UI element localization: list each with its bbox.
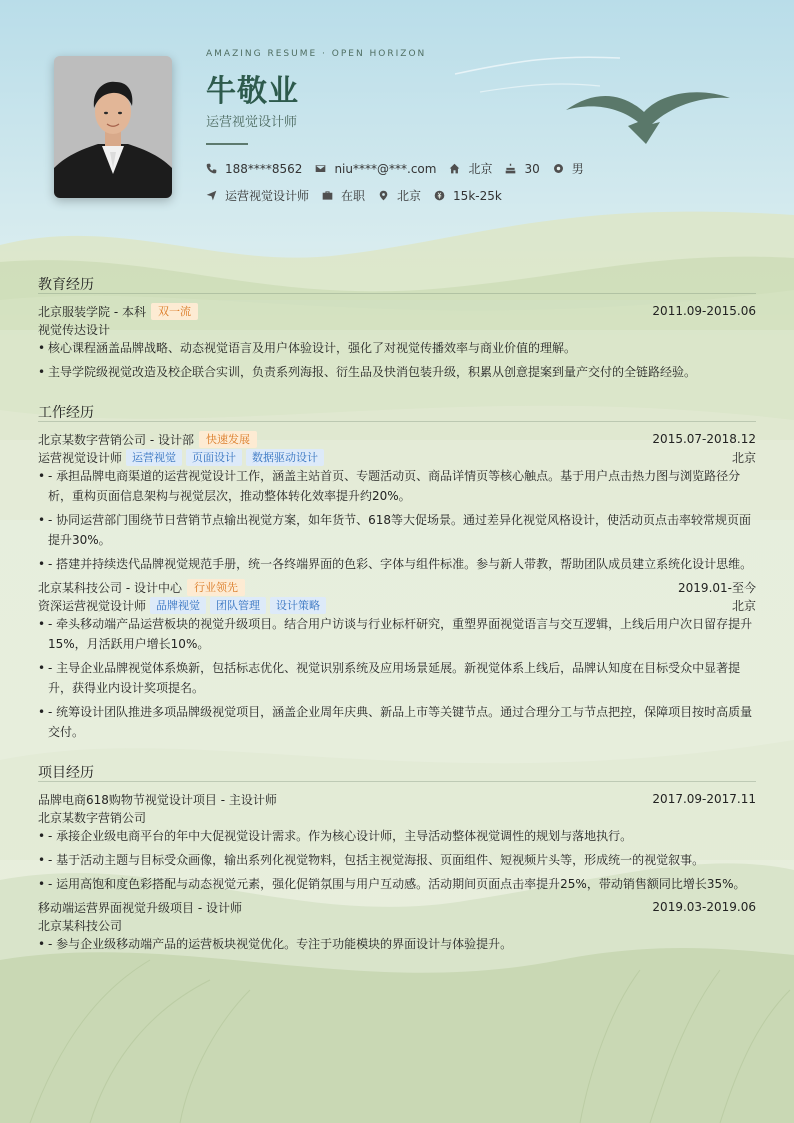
work-bullet: • - 搭建并持续迭代品牌视觉规范手册，统一各终端界面的色彩、字体与组件标准。参与新人带教，帮助团队成员建立系统化设计思维。 — [38, 554, 756, 574]
project-bullet: • - 承接企业级电商平台的年中大促视觉设计需求。作为核心设计师，主导活动整体视觉调性的规划与落地执行。 — [38, 826, 756, 846]
work-section-title: 工作经历 — [38, 405, 94, 421]
header-tagline: AMAZING RESUME · OPEN HORIZON — [206, 49, 427, 59]
education-date: 2011.09-2015.06 — [652, 304, 756, 318]
work-position-row — [38, 596, 756, 614]
cake-icon — [505, 163, 516, 174]
mail-icon — [315, 163, 326, 174]
gender-text: 男 — [571, 162, 584, 176]
position-name: 运营视觉设计师 — [38, 450, 123, 465]
project-name: 移动端运营界面视觉升级项目 - 设计师 — [38, 900, 242, 915]
education-bullet: • 主导学院级视觉改造及校企联合实训，负责系列海报、衍生品及快消包装升级，积累从创意提案到量产交付的全链路经验。 — [38, 362, 756, 382]
project-date: 2019.03-2019.06 — [652, 900, 756, 914]
education-major-row — [38, 320, 756, 338]
portrait-image — [54, 56, 172, 198]
status-text: 在职 — [341, 189, 366, 203]
education-entry-header — [38, 302, 756, 320]
skill-tag: 数据驱动设计 — [246, 449, 324, 466]
age-item — [505, 162, 539, 176]
project-company-row — [38, 808, 756, 826]
education-bullet: • 核心课程涵盖品牌战略、动态视觉语言及用户体验设计，强化了对视觉传播效率与商业价值的理解。 — [38, 338, 756, 358]
email-item — [315, 162, 436, 176]
work-bullet: • - 协同运营部门围绕节日营销节点输出视觉方案，如年货节、618等大促场景。通过差异化视觉风格设计，使活动页点击率较常规页面提升30%。 — [38, 510, 756, 550]
work-entry-header — [38, 430, 756, 448]
target-position-text: 运营视觉设计师 — [225, 189, 310, 203]
work-position-row — [38, 448, 756, 466]
project-entry-header — [38, 790, 756, 808]
target-position-item — [206, 187, 309, 204]
position-name: 资深运营视觉设计师 — [38, 598, 147, 613]
status-item — [322, 187, 365, 204]
hometown-text: 北京 — [468, 162, 493, 176]
email-text: niu****@***.com — [334, 161, 437, 176]
gender-item — [553, 160, 584, 177]
project-bullet: • - 参与企业级移动端产品的运营板块视觉优化。专注于功能模块的界面设计与体验提升。 — [38, 934, 756, 954]
header-divider — [206, 143, 248, 145]
company-name: 北京某数字营销公司 - 设计部 — [38, 432, 194, 447]
bird-logo-icon — [564, 82, 732, 146]
work-bullet: • - 承担品牌电商渠道的运营视觉设计工作，涵盖主站首页、专题活动页、商品详情页等核心触点。基于用户点击热力图与浏览路径分析，重构页面信息架构与视觉层次，推动整体转化效率提升约20%。 — [38, 466, 756, 506]
work-city: 北京 — [731, 450, 756, 465]
major-name: 视觉传达设计 — [38, 322, 111, 337]
company-name: 北京某科技公司 - 设计中心 — [38, 580, 182, 595]
work-bullet: • - 统筹设计团队推进多项品牌级视觉项目，涵盖企业周年庆典、新品上市等关键节点。通过合理分工与节点把控，保障项目按时高质量交付。 — [38, 702, 756, 742]
project-company: 北京某数字营销公司 — [38, 810, 147, 825]
age-text: 30 — [524, 161, 540, 176]
work-date: 2015.07-2018.12 — [652, 432, 756, 446]
hometown-item — [449, 160, 492, 177]
education-section-title: 教育经历 — [38, 277, 94, 293]
project-section-title: 项目经历 — [38, 765, 94, 781]
school-badge: 双一流 — [151, 303, 198, 320]
skill-tag: 页面设计 — [186, 449, 242, 466]
project-divider — [38, 781, 756, 782]
avatar — [54, 56, 172, 198]
phone-text: 188****8562 — [225, 161, 303, 176]
salary-icon — [434, 190, 445, 201]
work-date: 2019.01-至今 — [678, 580, 756, 595]
project-bullet: • - 基于活动主题与目标受众画像，输出系列化视觉物料，包括主视觉海报、页面组件、短视频片头等，形成统一的视觉叙事。 — [38, 850, 756, 870]
education-divider — [38, 293, 756, 294]
school-name: 北京服装学院 - 本科 — [38, 304, 146, 319]
candidate-role: 运营视觉设计师 — [206, 115, 298, 130]
skill-tag: 运营视觉 — [126, 449, 182, 466]
target-city-item — [378, 187, 421, 204]
work-entry-header — [38, 578, 756, 596]
skill-tag: 团队管理 — [210, 597, 266, 614]
phone-icon — [206, 163, 217, 174]
work-city: 北京 — [731, 598, 756, 613]
work-bullet: • - 主导企业品牌视觉体系焕新，包括标志优化、视觉识别系统及应用场景延展。新视觉体系上线后，品牌认知度在目标受众中显著提升，获得业内设计奖项提名。 — [38, 658, 756, 698]
project-bullet: • - 运用高饱和度色彩搭配与动态视觉元素，强化促销氛围与用户互动感。活动期间页面点击率提升25%，带动销售额同比增长35%。 — [38, 874, 756, 894]
project-name: 品牌电商618购物节视觉设计项目 - 主设计师 — [38, 792, 277, 807]
project-company-row — [38, 916, 756, 934]
skill-tag: 品牌视觉 — [150, 597, 206, 614]
salary-text: 15k-25k — [453, 188, 502, 203]
project-date: 2017.09-2017.11 — [652, 792, 756, 806]
candidate-name: 牛敬业 — [206, 74, 299, 109]
contact-info-row — [206, 160, 597, 177]
work-divider — [38, 421, 756, 422]
gender-icon — [553, 163, 564, 174]
skill-tag: 设计策略 — [270, 597, 326, 614]
location-pin-icon — [378, 190, 389, 201]
send-icon — [206, 190, 217, 201]
target-city-text: 北京 — [397, 189, 422, 203]
work-bullet: • - 牵头移动端产品运营板块的视觉升级项目。结合用户访谈与行业标杆研究，重塑界面视觉语言与交互逻辑，上线后用户次日留存提升15%，月活跃用户增长10%。 — [38, 614, 756, 654]
phone-item — [206, 162, 302, 176]
company-badge: 行业领先 — [187, 579, 245, 596]
company-badge: 快速发展 — [199, 431, 257, 448]
home-icon — [449, 163, 460, 174]
briefcase-icon — [322, 190, 333, 201]
job-intent-row — [206, 187, 515, 204]
salary-item — [434, 189, 502, 203]
project-entry-header — [38, 898, 756, 916]
project-company: 北京某科技公司 — [38, 918, 123, 933]
